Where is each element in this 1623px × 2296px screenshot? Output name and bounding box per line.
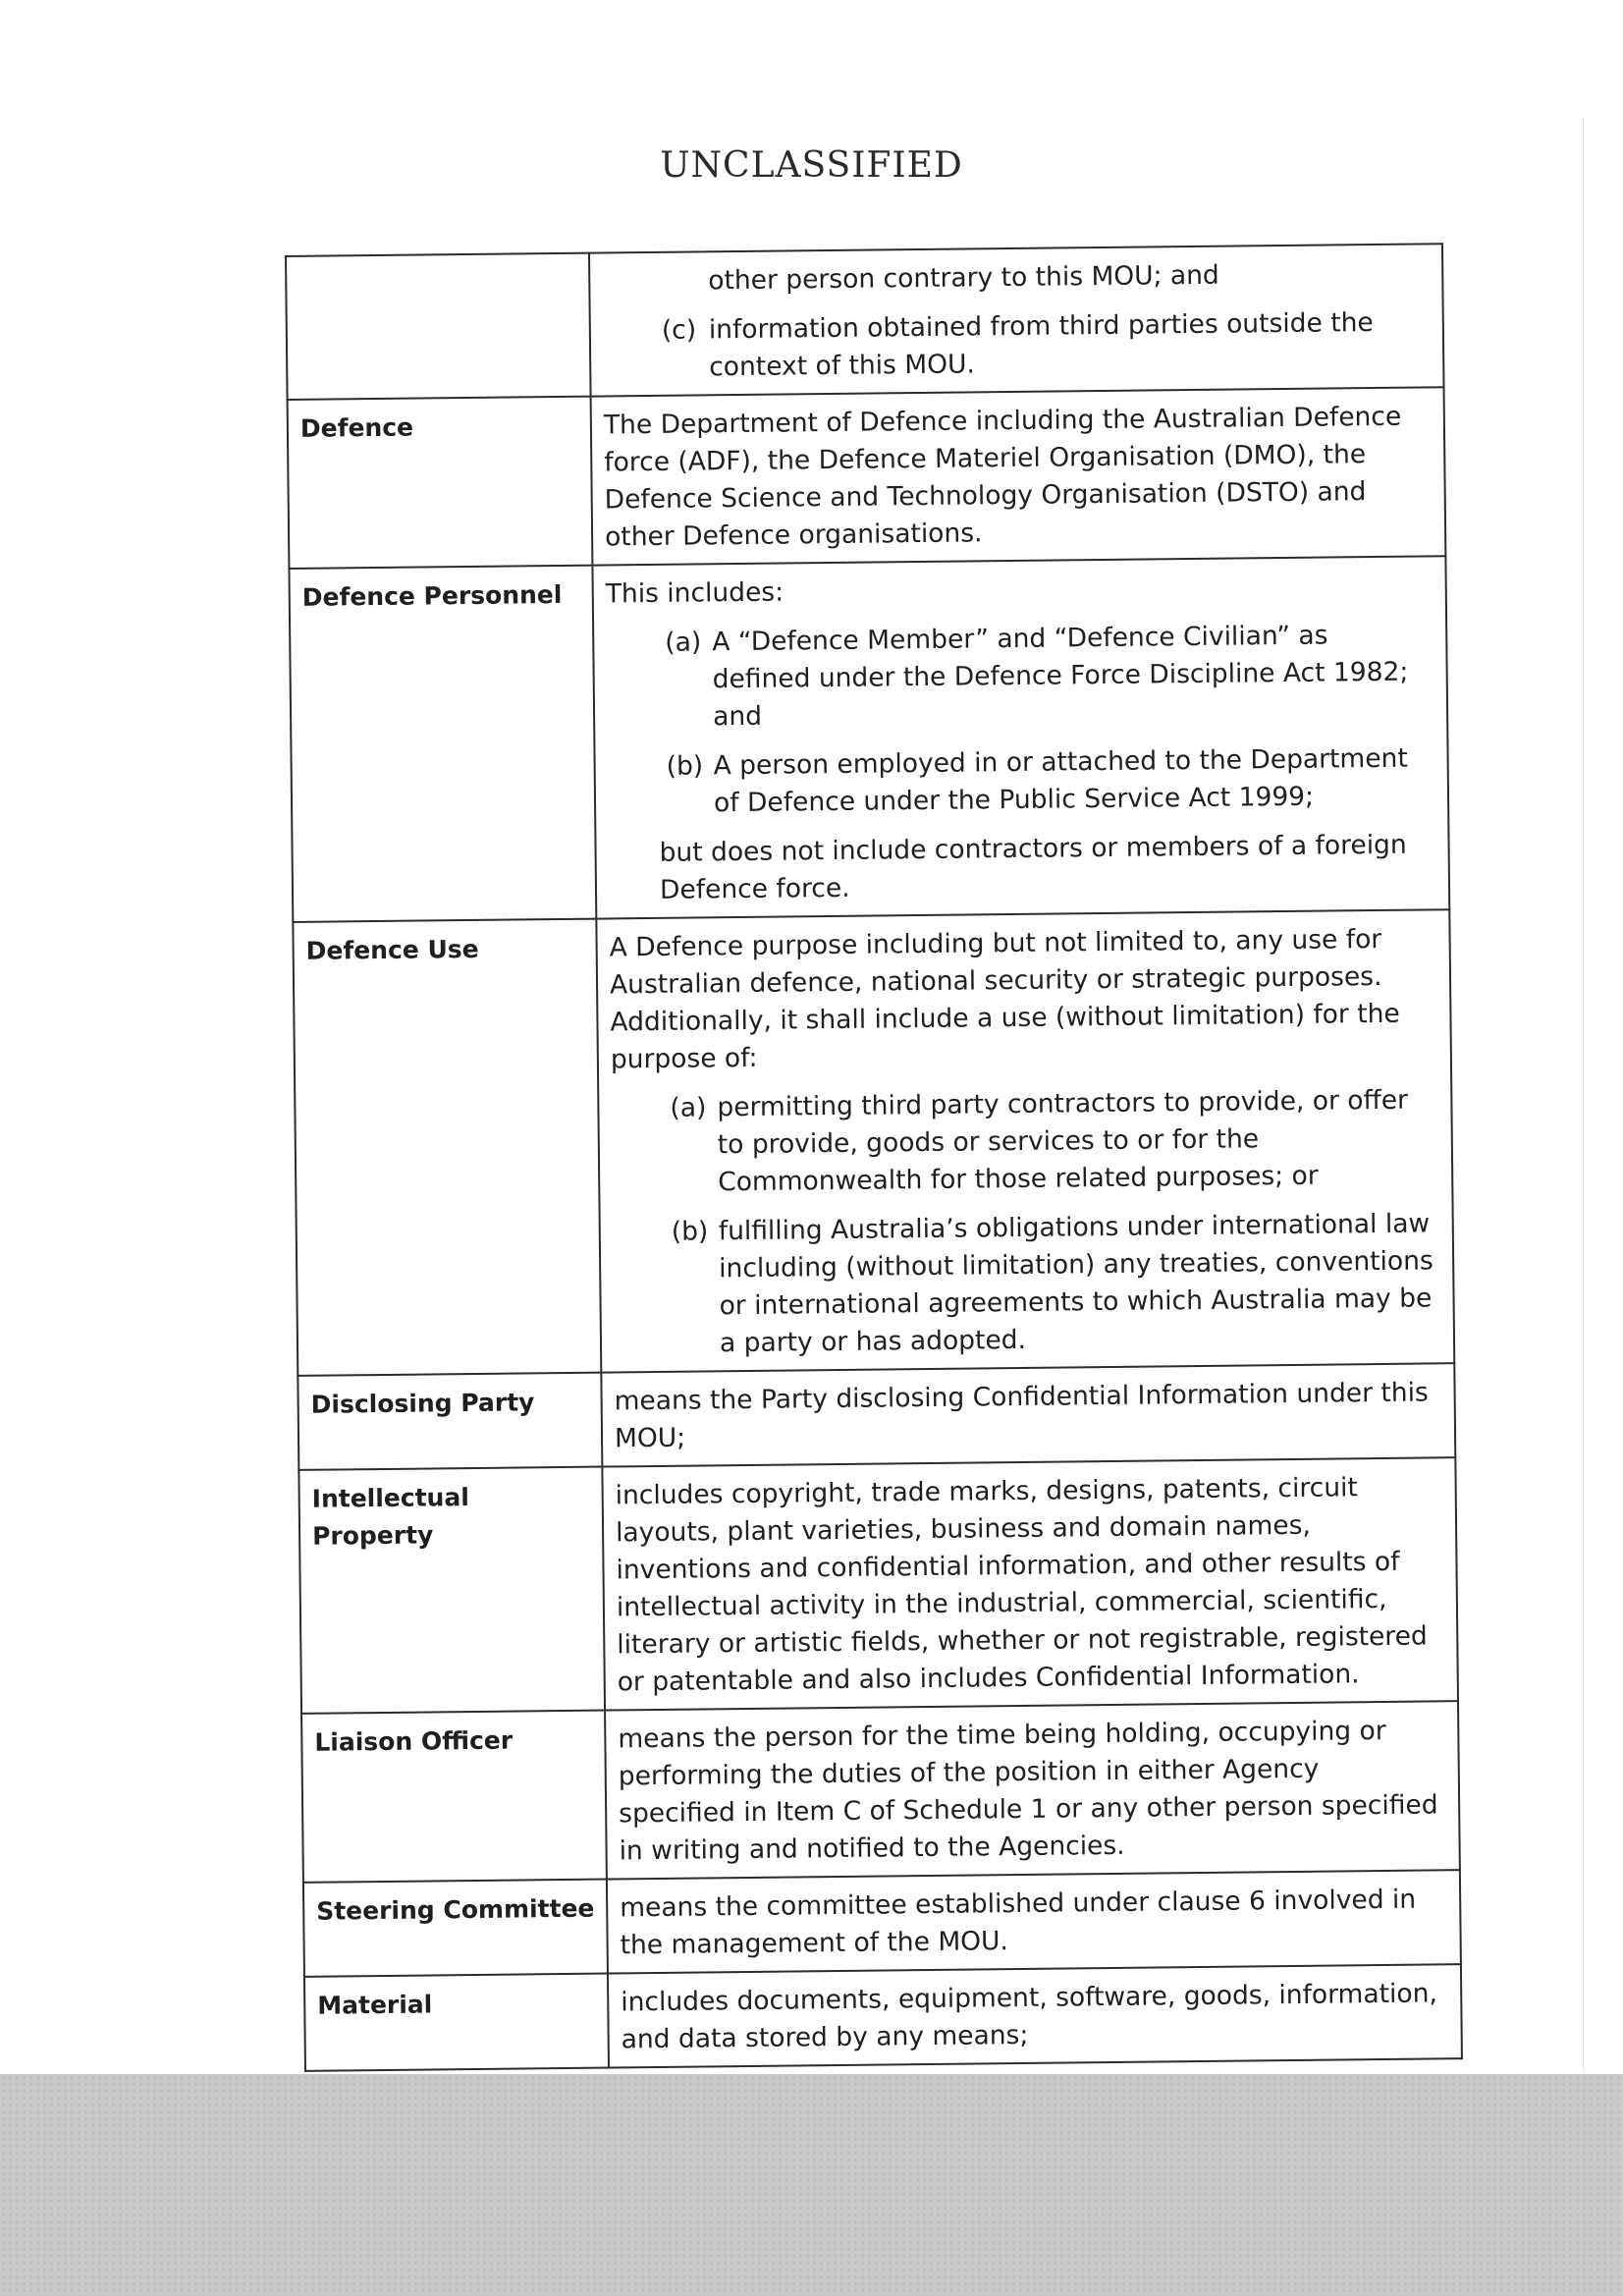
item-text: information obtained from third parties outside the context of this MOU.	[708, 307, 1374, 383]
definition-text: means the Party disclosing Confidential Information under this MOU;	[614, 1377, 1429, 1454]
term-cell: Defence Use	[293, 919, 601, 1376]
table-row	[286, 244, 1444, 400]
term-cell: Liaison Officer	[301, 1711, 607, 1883]
list-item-continuation	[602, 254, 1426, 301]
item-label: (c)	[661, 314, 697, 346]
term-cell: Steering Committee	[303, 1880, 608, 1977]
definition-text: includes copyright, trade marks, designs, patents, circuit layouts, plant varieties, business and domain names, inventions and confidential information, and other results of intellectual activity in the industrial, commercial, scientific, literary or artistic fields, whether or not registrable, registered or patentable and also includes Confidential Information.	[615, 1472, 1428, 1698]
item-label: (a)	[665, 627, 702, 658]
definition-text: The Department of Defence including the Australian Defence force (ADF), the Defence Materiel Organisation (DMO), the Defence Science and Technology Organisation (DSTO) and other Defence organisations.	[603, 401, 1402, 553]
definition-text: means the committee established under clause 6 involved in the management of the MOU.	[620, 1884, 1417, 1961]
definition-text: means the person for the time being holding, occupying or performing the duties of the position in either Agency specified in Item C of Schedule 1 or any other person specified in writing and notified to the Agencies.	[618, 1715, 1438, 1867]
table-row	[298, 1363, 1455, 1470]
definition-text: A Defence purpose including but not limited to, any use for Australian defence, national security or strategic purposes. Additionally, it shall include a use (without limitation) for the purpose of:	[609, 923, 1400, 1075]
definition-text: This includes:	[605, 576, 784, 610]
item-text: fulfilling Australia’s obligations under international law including (without limitation) any treaties, conventions or international agreements to which Australia may be a party or has adopted.	[718, 1208, 1434, 1359]
table-row	[288, 387, 1446, 569]
item-text: A “Defence Member” and “Defence Civilian” as defined under the Defence Force Discipline Act 1982; and	[712, 620, 1409, 733]
term-cell: Intellectual Property	[298, 1467, 605, 1714]
definition-cell	[591, 387, 1446, 565]
term-cell: Defence	[288, 397, 593, 569]
term-cell	[286, 253, 591, 400]
definition-cell	[589, 244, 1444, 396]
definition-cell	[596, 909, 1454, 1372]
term-cell: Material	[304, 1974, 609, 2071]
item-text: permitting third party contractors to provide, or offer to provide, goods or services to or for the Commonwealth for those related purposes; or	[717, 1084, 1409, 1198]
scan-background-band	[0, 2074, 1623, 2296]
definition-cell	[602, 1457, 1458, 1710]
definition-cell	[601, 1363, 1455, 1466]
table-row	[303, 1870, 1461, 1977]
list-item	[613, 1205, 1438, 1363]
table-row	[301, 1701, 1460, 1883]
item-label: (b)	[671, 1216, 709, 1247]
list-item	[607, 739, 1432, 823]
item-label: (b)	[666, 750, 704, 782]
item-text: A person employed in or attached to the Department of Defence under the Public Service Act 1999;	[713, 742, 1408, 819]
table-row	[298, 1457, 1458, 1714]
page-edge	[1583, 118, 1623, 2072]
definition-cell	[605, 1701, 1460, 1879]
table-row	[289, 556, 1449, 922]
definition-cell	[608, 1964, 1462, 2067]
definition-cell	[607, 1870, 1461, 1973]
definition-trailing-text: but does not include contractors or members of a foreign Defence force.	[659, 829, 1407, 905]
table-row	[304, 1964, 1462, 2071]
definition-text: includes documents, equipment, software, goods, information, and data stored by any means;	[621, 1978, 1437, 2055]
term-cell: Disclosing Party	[298, 1373, 602, 1470]
item-label: (a)	[670, 1092, 707, 1123]
list-item	[603, 303, 1428, 387]
list-item	[611, 1081, 1435, 1202]
continuation-text: other person contrary to this MOU; and	[708, 259, 1219, 297]
definitions-table	[285, 243, 1463, 2072]
table-row	[293, 909, 1454, 1376]
definition-cell	[592, 556, 1449, 918]
list-item	[606, 616, 1431, 737]
classification-header: UNCLASSIFIED	[660, 145, 963, 186]
term-cell: Defence Personnel	[289, 566, 596, 922]
